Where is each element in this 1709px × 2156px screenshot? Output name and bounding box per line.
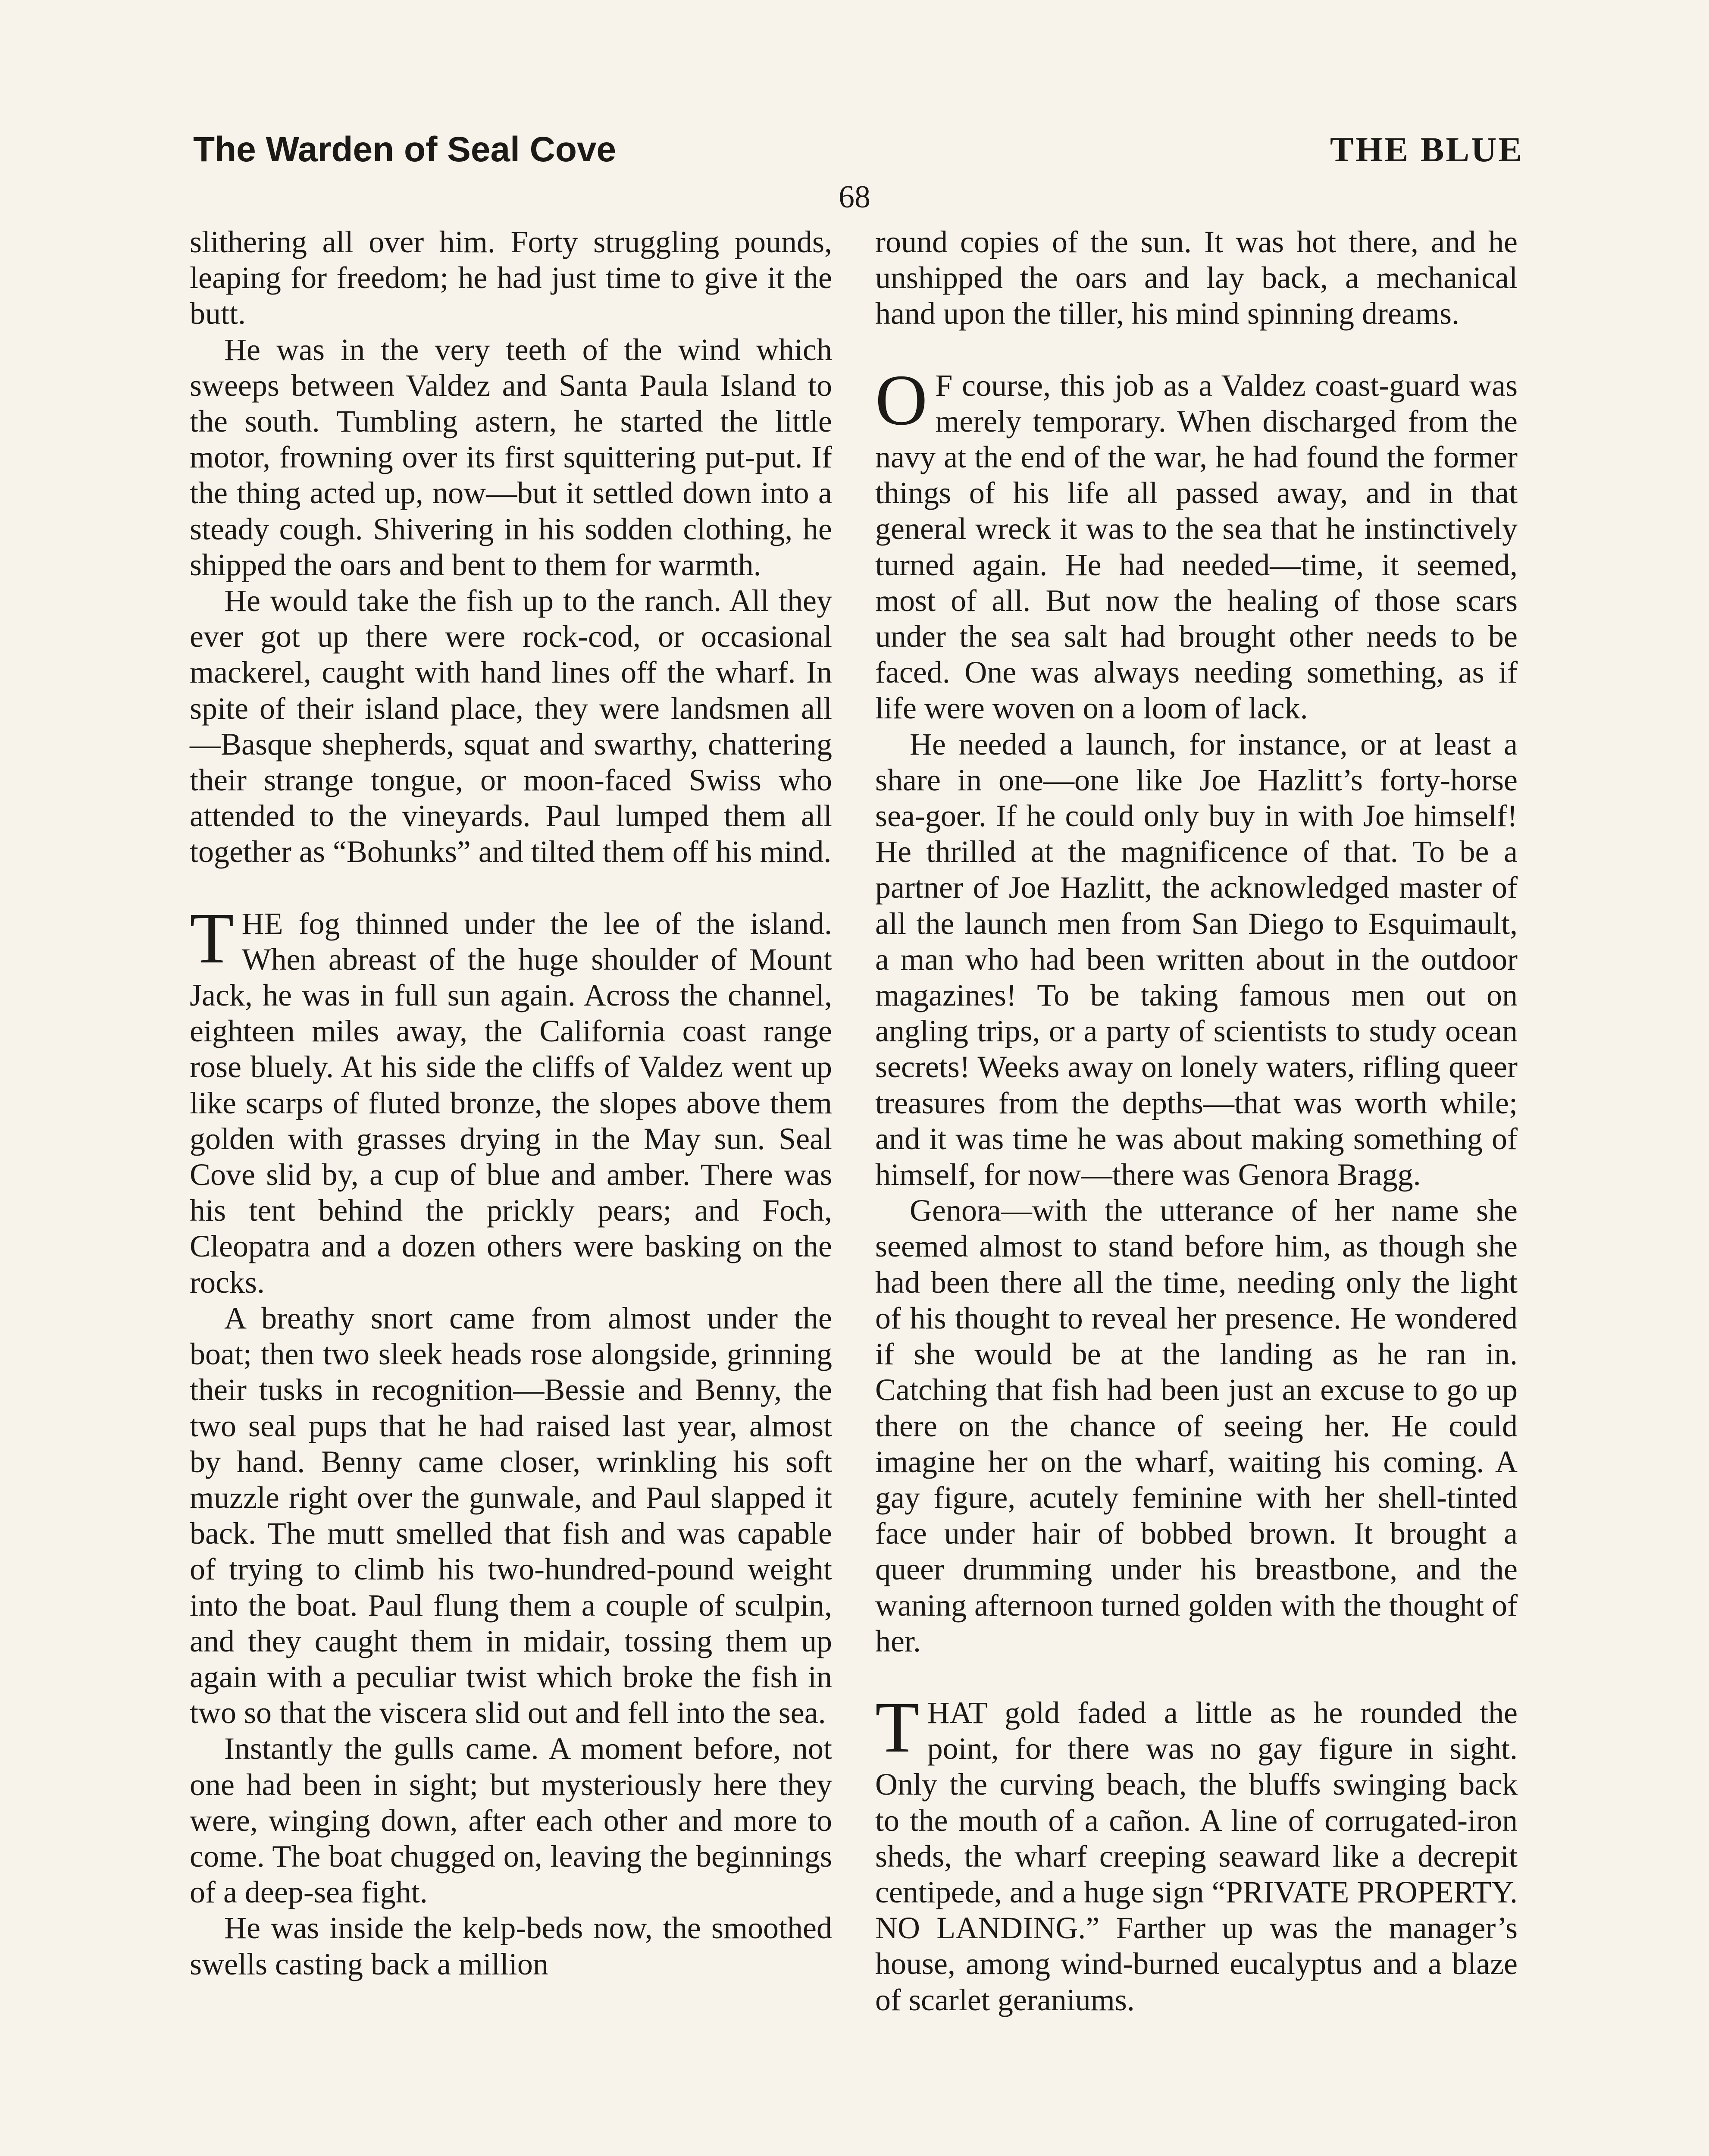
paragraph-text: HAT gold faded a little as he rounded the point, for there was no gay figure in sight. Only the curving beach, the bluffs swinging back to the mouth of a cañon. A line of corrugated-iron sheds, the wharf creeping seaward like a decrepit centipede, and a huge sign “PRIVATE PROPERTY. NO LANDING.” Farther up was the manager’s house, among wind-burned eucalyptus and a blaze of scarlet geraniums. bbox=[875, 1695, 1518, 2017]
magazine-name: THE BLUE bbox=[1330, 130, 1524, 169]
paragraph: He needed a launch, for instance, or at least a share in one—one like Joe Hazlitt’s forty-horse sea-goer. If he could only buy in with Joe himself! He thrilled at the magnificence of that. To be a partner of Joe Hazlitt, the acknowledged master of all the launch men from San Diego to Esquimault, a man who had been written about in the outdoor magazines! To be taking famous men out on angling trips, or a party of scientists to study ocean secrets! Weeks away on lonely waters, rifling queer treasures from the depths—that was worth while; and it was time he was about making something of himself, for now—there was Genora Bragg. bbox=[875, 727, 1518, 1192]
drop-cap: T bbox=[190, 898, 234, 978]
section-paragraph bbox=[875, 360, 1518, 727]
paragraph: He was in the very teeth of the wind which sweeps between Valdez and Santa Paula Island to the south. Tumbling astern, he started the little motor, frowning over its first squittering put-put. If the thing acted up, now—but it settled down into a steady cough. Shivering in his sodden clothing, he shipped the oars and bent to them for warmth. bbox=[190, 332, 832, 582]
paragraph: Genora—with the utterance of her name she seemed almost to stand before him, as though she had been there all the time, needing only the light of his thought to reveal her presence. He wondered if she would be at the landing as he ran in. Catching that fish had been just an excuse to go up there on the chance of seeing her. He could imagine her on the wharf, waiting his coming. A gay figure, acutely feminine with her shell-tinted face under hair of bobbed brown. It brought a queer drumming under his breastbone, and the waning afternoon turned golden with the thought of her. bbox=[875, 1193, 1518, 1658]
right-column bbox=[875, 224, 1518, 2018]
paragraph: He would take the fish up to the ranch. All they ever got up there were rock-cod, or occasional mackerel, caught with hand lines off the wharf. In spite of their island place, they were landsmen all—Basque shepherds, squat and swarthy, chattering their strange tongue, or moon-faced Swiss who attended to the vineyards. Paul lumped them all together as “Bohunks” and tilted them off his mind. bbox=[190, 583, 832, 869]
left-column bbox=[190, 224, 832, 1982]
story-title: The Warden of Seal Cove bbox=[193, 130, 617, 169]
paragraph: slithering all over him. Forty struggling pounds, leaping for freedom; he had just time to give it the butt. bbox=[190, 225, 832, 331]
paragraph-text: F course, this job as a Valdez coast-guard was merely temporary. When discharged from the navy at the end of the war, he had found the former things of his life all passed away, and in that general wreck it was to the sea that he instinctively turned again. He had needed—time, it seemed, most of all. But now the healing of those scars under the sea salt had brought other needs to be faced. One was always needing something, as if life were woven on a loom of lack. bbox=[875, 368, 1518, 726]
paragraph-text: HE fog thinned under the lee of the island. When abreast of the huge shoulder of Mount Jack, he was in full sun again. Across the channel, eighteen miles away, the California coast range rose bluely. At his side the cliffs of Valdez went up like scarps of fluted bronze, the slopes above them golden with grasses drying in the May sun. Seal Cove slid by, a cup of blue and amber. There was his tent behind the prickly pears; and Foch, Cleopatra and a dozen others were basking on the rocks. bbox=[190, 906, 832, 1300]
drop-cap: T bbox=[875, 1687, 920, 1767]
paragraph: A breathy snort came from almost under the boat; then two sleek heads rose alongside, grinning their tusks in recognition—Bessie and Benny, the two seal pups that he had raised last year, almost by hand. Benny came closer, wrinkling his soft muzzle right over the gunwale, and Paul slapped it back. The mutt smelled that fish and was capable of trying to climb his two-hundred-pound weight into the boat. Paul flung them a couple of sculpin, and they caught them in midair, tossing them up again with a peculiar twist which broke the fish in two so that the viscera slid out and fell into the sea. bbox=[190, 1300, 832, 1730]
page-number: 68 bbox=[839, 179, 870, 215]
drop-cap: O bbox=[875, 360, 928, 440]
paragraph: Instantly the gulls came. A moment before, not one had been in sight; but mysteriously here they were, winging down, after each other and more to come. The boat chugged on, leaving the beginnings of a deep-sea fight. bbox=[190, 1731, 832, 1910]
paragraph: He was inside the kelp-beds now, the smoothed swells casting back a million bbox=[190, 1911, 832, 1981]
section-paragraph bbox=[875, 1687, 1518, 2018]
paragraph: round copies of the sun. It was hot there, and he unshipped the oars and lay back, a mechanical hand upon the tiller, his mind spinning dreams. bbox=[875, 225, 1518, 331]
section-paragraph bbox=[190, 898, 832, 1300]
